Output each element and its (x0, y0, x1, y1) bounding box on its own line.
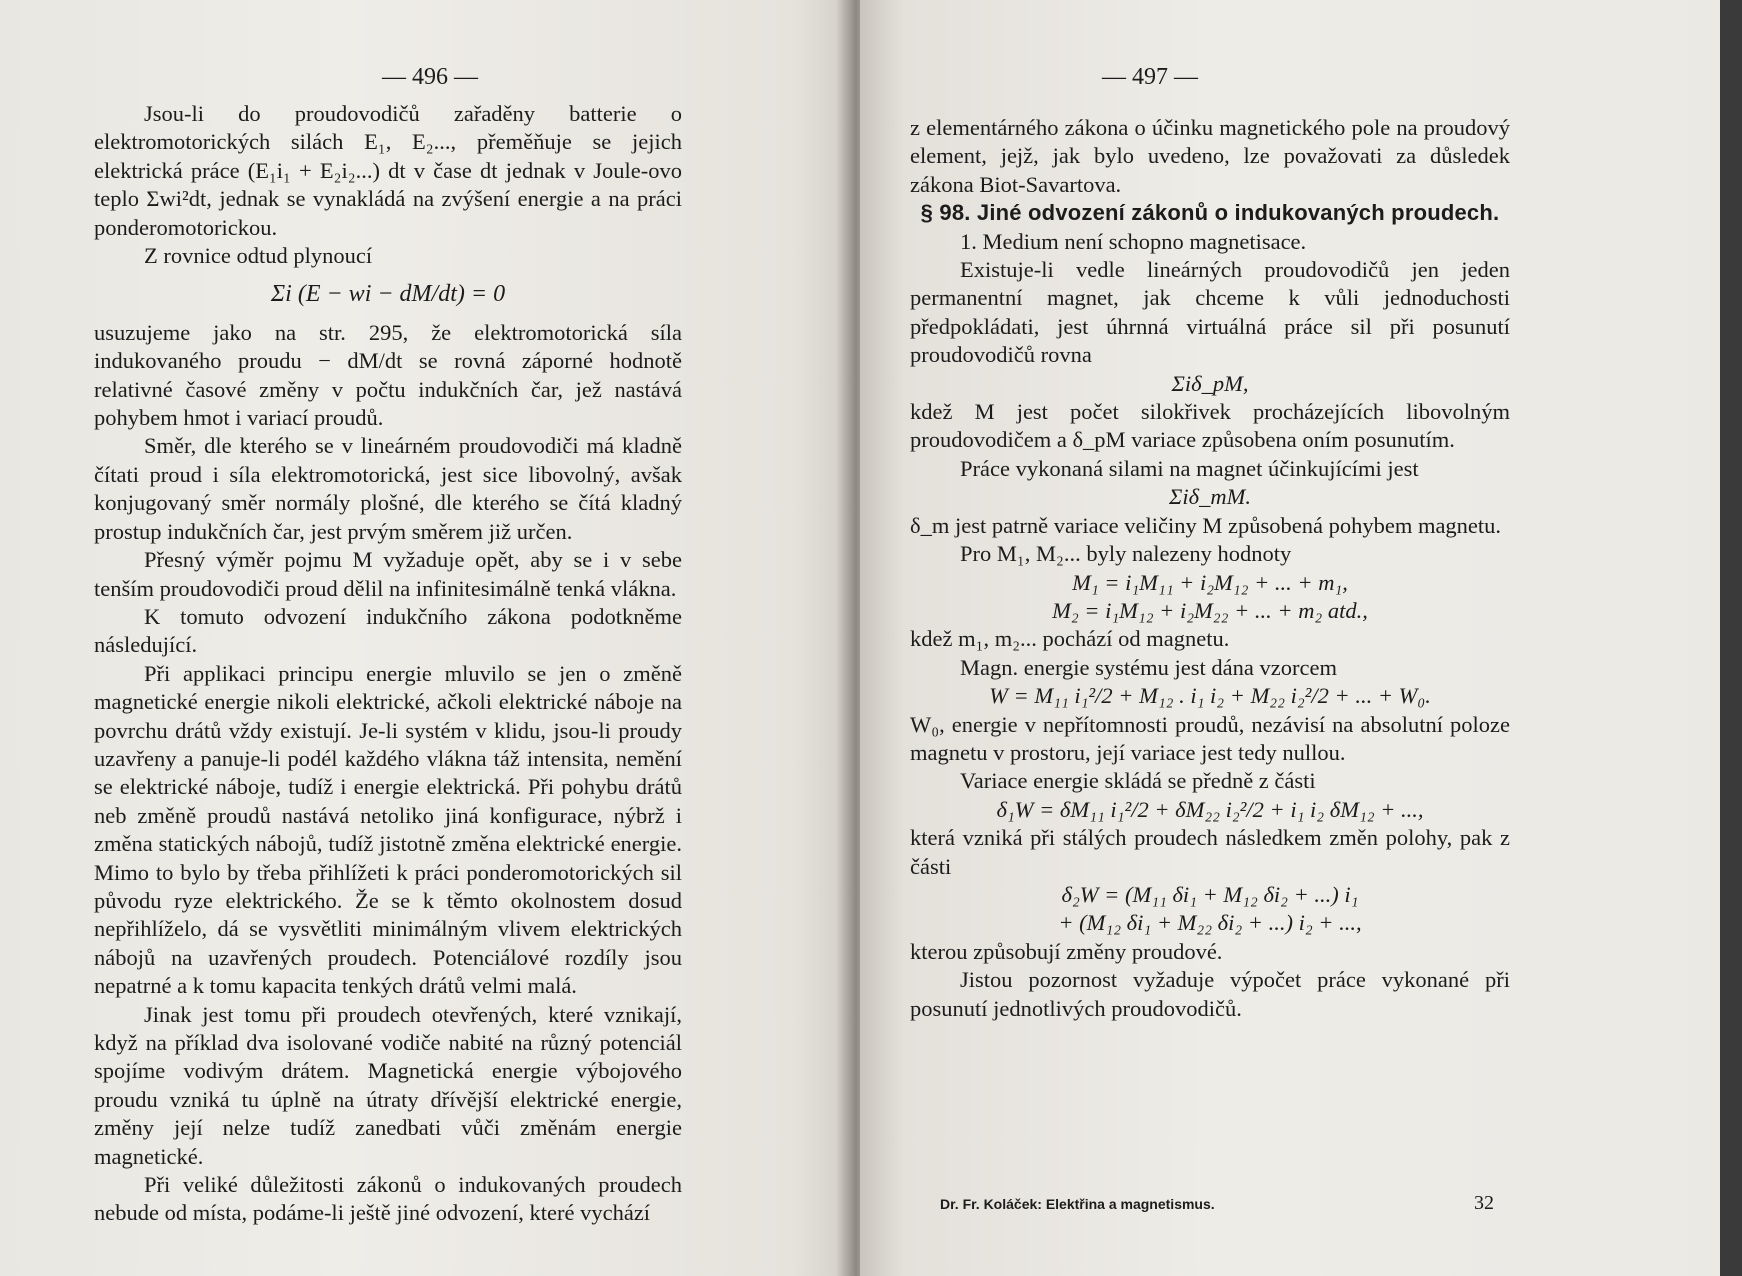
paragraph: δ_m jest patrně variace veličiny M způsobená pohybem magnetu. (910, 512, 1502, 538)
page-folio-right: — 497 — (1102, 64, 1198, 90)
equation: Σiδ_mM. (1169, 484, 1251, 510)
section-heading: § 98. Jiné odvození zákonů o indukovaných proudech. (920, 200, 1500, 226)
paragraph: Jsou-li do proudovodičů zařaděny batterie o elektromotorických silách E₁, E₂..., přeměňuje se jejich elektrická práce (E₁i₁ + E₂i₂...) dt v čase dt jednak v Joule-ovo teplo Σwi²dt, jednak se vynakládá na zvýšení energie a na práci ponderomotorickou. (94, 101, 682, 240)
equation: Σiδ_pM, (1171, 370, 1249, 396)
right-page (860, 0, 1742, 1276)
paragraph: Existuje-li vedle lineárných proudovodičů jen jeden permanentní magnet, jak chceme k vůli jednoduchosti předpokládati, jest úhrnná virtuálná práce sil při posunutí proudovodičů rovna (910, 257, 1510, 368)
equation: M₂ = i₁M₁₂ + i₂M₂₂ + ... + m₂ atd., (1052, 597, 1368, 623)
paragraph: Jinak jest tomu při proudech otevřených, které vznikají, když na příklad dva isolované vodiče nabité na různý potenciál spojíme vodivým drátem. Magnetická energie výbojového proudu vzniká tu úplně na útraty dřívější elektrické energie, změny její nelze tudíž zanedbati vůči změnám energie magnetické. (94, 1001, 682, 1169)
paragraph: která vzniká při stálých proudech následkem změn polohy, pak z části (910, 825, 1510, 879)
equation: M₁ = i₁M₁₁ + i₂M₁₂ + ... + m₁, (1072, 569, 1348, 595)
book-edge (1720, 0, 1742, 1276)
paragraph: kdež M jest počet silokřivek procházejících libovolným proudovodičem a δ_pM variace způsobena oním posunutím. (910, 399, 1510, 453)
paragraph: W₀, energie v nepřítomnosti proudů, nezávisí na absolutní poloze magnetu v prostoru, její variace jest tedy nullou. (910, 711, 1510, 765)
equation: + (M₁₂ δi₁ + M₂₂ δi₂ + ...) i₂ + ..., (1058, 910, 1362, 936)
paragraph: Variace energie skládá se předně z části (960, 768, 1316, 794)
page-number: 32 (1474, 1192, 1494, 1214)
paragraph: kterou způsobují změny proudové. (910, 938, 1223, 964)
paragraph: Pro M₁, M₂... byly nalezeny hodnoty (960, 541, 1292, 567)
paragraph: Přesný výměr pojmu M vyžaduje opět, aby se i v sebe tenším proudovodiči proud dělil na infinitesimálně tenká vlákna. (94, 547, 682, 601)
paragraph: z elementárného zákona o účinku magnetického pole na proudový element, jejž, jak bylo uvedeno, lze považovati za důsledek zákona Biot-Savartova. (910, 115, 1510, 197)
right-text-column (910, 114, 1510, 1023)
paragraph: Práce vykonaná silami na magnet účinkujícími jest (960, 455, 1419, 481)
paragraph: Jistou pozornost vyžaduje výpočet práce vykonané při posunutí jednotlivých proudovodičů. (910, 967, 1510, 1021)
equation: Σi (E − wi − dM/dt) = 0 (270, 281, 506, 308)
equation: W = M₁₁ i₁²/2 + M₁₂ . i₁ i₂ + M₂₂ i₂²/2 + ... + W₀. (989, 683, 1431, 709)
equation: δ₂W = (M₁₁ δi₁ + M₁₂ δi₂ + ...) i₁ (1061, 881, 1359, 907)
paragraph: kdež m₁, m₂... pochází od magnetu. (910, 626, 1230, 652)
paragraph: Z rovnice odtud plynoucí (144, 243, 373, 269)
paragraph: K tomuto odvození indukčního zákona podotkněme následující. (94, 603, 682, 658)
paragraph: Směr, dle kterého se v lineárném proudovodiči má kladně čítati proud i síla elektromotorická, jest sice libovolný, avšak konjugovaný směr normály plošné, dle kterého se čítá kladný prostup indukčních čar, jest prvým směrem již určen. (94, 433, 682, 544)
left-page (0, 0, 860, 1276)
subsection-title: 1. Medium není schopno magnetisace. (960, 228, 1307, 254)
equation: δ₁W = δM₁₁ i₁²/2 + δM₂₂ i₂²/2 + i₁ i₂ δM₁₂ + ..., (996, 796, 1424, 822)
left-text-column (94, 100, 682, 1228)
paragraph: Při applikaci principu energie mluvilo se jen o změně magnetické energie nikoli elektrické, ačkoli elektrické náboje na povrchu drátů vždy existují. Je-li systém v klidu, jsou-li proudy uzavřeny a panuje-li podél každého vlákna táž intensita, nemění se elektrické náboje, tudíž i energie elektrická. Při pohybu drátů neb změně proudů nastává netoliko jiná konfigurace, nýbrž i změna statických nábojů, tudíž jistotně změna elektrické energie. Mimo to bylo by třeba přihlížeti k práci ponderomotorických sil původu ryze elektrického. Že se k těmto okolnostem dosud nepřihlíželo, dá se vysvětliti minimálným vlivem elektrických nábojů na uzavřených proudech. Potenciálové rozdíly jsou nepatrné a k tomu kapacita tenkých drátů velmi malá. (94, 660, 682, 999)
page-footer: Dr. Fr. Koláček: Elektřina a magnetismus. (940, 1196, 1215, 1212)
paragraph: Při veliké důležitosti zákonů o indukovaných proudech nebude od místa, podáme-li ještě jiné odvození, které vychází (94, 1172, 682, 1226)
paragraph: Magn. energie systému jest dána vzorcem (960, 654, 1337, 680)
page-folio-left: — 496 — (382, 64, 478, 90)
paragraph: usuzujeme jako na str. 295, že elektromotorická síla indukovaného proudu − dM/dt se rovná záporné hodnotě relativné časové změny v počtu indukčních čar, jež nastává pohybem hmot i variací proudů. (94, 319, 682, 431)
